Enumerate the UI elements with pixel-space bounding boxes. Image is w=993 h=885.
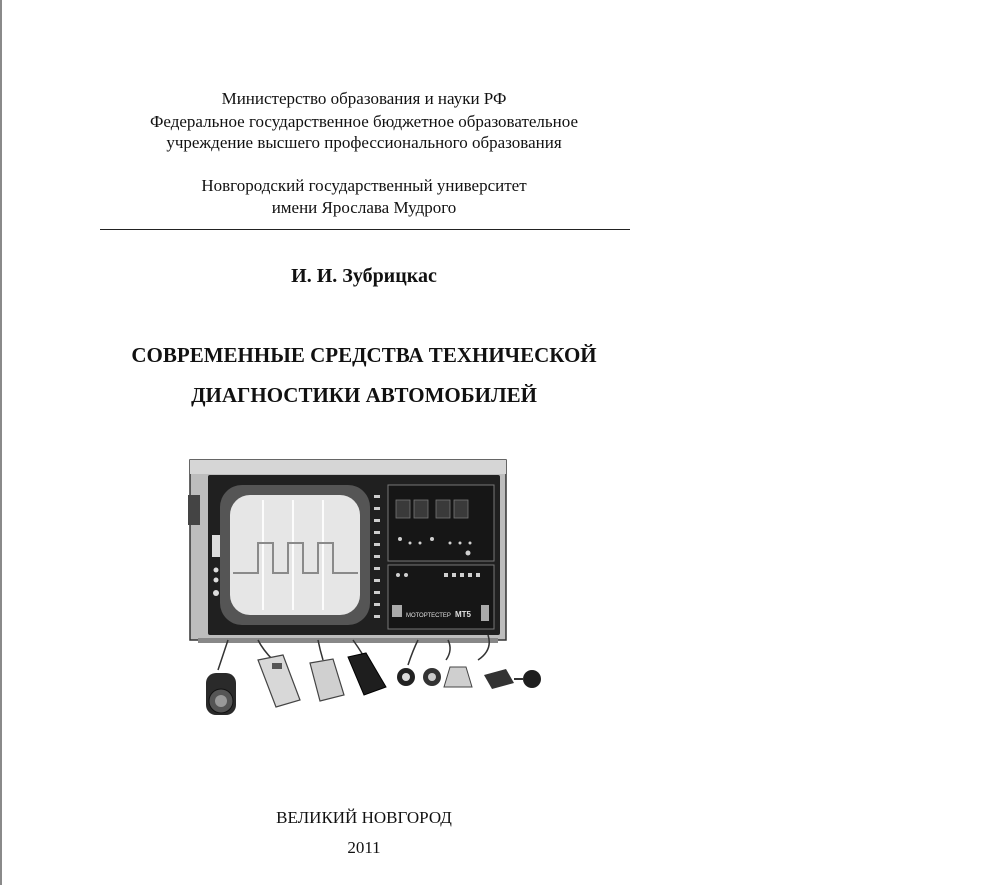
page-left-edge (0, 0, 2, 885)
panel-label: МОТОРТЕСТЕР (406, 613, 451, 619)
university-line-2: имени Ярослава Мудрого (271, 198, 457, 217)
title-page (98, 0, 630, 885)
header-divider (100, 229, 630, 230)
institution-line-2: учреждение высшего профессионального образования (166, 133, 562, 152)
probe-cylinder (206, 673, 236, 715)
university-line-1: Новгородский государственный университет (201, 176, 527, 195)
publication-city: ВЕЛИКИЙ НОВГОРОД (276, 808, 452, 827)
publication-year: 2011 (347, 838, 381, 857)
institution-line-1: Федеральное государственное бюджетное образовательное (149, 112, 579, 131)
model-label: МТ5 (455, 610, 471, 619)
ministry-line: Министерство образования и науки РФ (221, 89, 507, 108)
motor-tester-illustration (188, 455, 550, 720)
book-title-line-2: ДИАГНОСТИКИ АВТОМОБИЛЕЙ (191, 383, 537, 407)
book-title-line-1: СОВРЕМЕННЫЕ СРЕДСТВА ТЕХНИЧЕСКОЙ (131, 343, 597, 367)
author-name: И. И. Зубрицкас (291, 265, 437, 287)
